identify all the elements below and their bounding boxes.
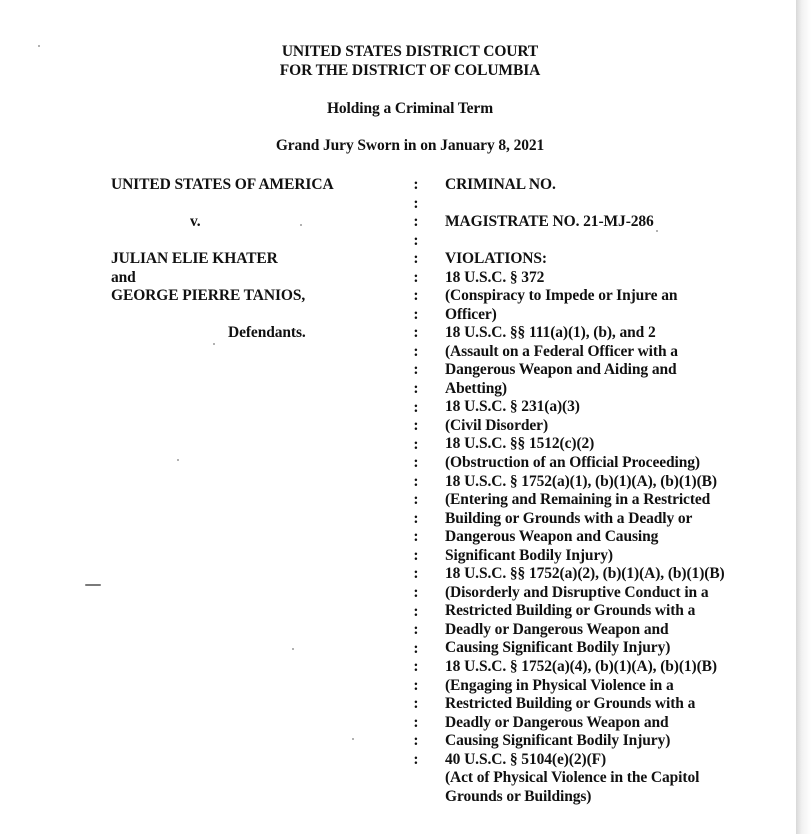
scan-speck [177,459,179,461]
scan-speck [300,224,302,226]
violation-line: Dangerous Weapon and Causing [445,528,659,546]
caption-colon: : [413,287,419,305]
scan-speck [656,230,658,232]
plaintiff-name: UNITED STATES OF AMERICA [111,176,334,193]
violation-line: 18 U.S.C. §§ 1512(c)(2) [445,435,595,453]
versus-label: v. [190,213,201,230]
violation-line: 18 U.S.C. §§ 1752(a)(2), (b)(1)(A), (b)(1)(B) [445,565,725,583]
defendant-name-2: GEORGE PIERRE TANIOS, [111,287,306,304]
court-district-line: FOR THE DISTRICT OF COLUMBIA [279,62,541,79]
violation-line: (Disorderly and Disruptive Conduct in a [445,583,709,601]
defendants-label: Defendants. [228,324,306,341]
caption-colon: : [413,417,419,435]
violation-line: Building or Grounds with a Deadly or [445,509,693,527]
violation-line: (Conspiracy to Impede or Injure an [445,287,678,305]
violation-line: Abetting) [445,379,507,397]
caption-colon: : [413,695,419,713]
caption-colon: : [413,342,419,360]
court-heading [0,42,811,80]
defendant-conjunction: and [111,268,136,286]
violations-heading: VIOLATIONS: [445,250,547,267]
caption-colon: : [413,491,419,509]
caption-colon: : [413,231,419,249]
violation-line: Dangerous Weapon and Aiding and [445,361,677,379]
defendant-name-1: JULIAN ELIE KHATER [111,250,278,267]
violation-line: Deadly or Dangerous Weapon and [445,713,669,731]
caption-colon-column [410,176,422,770]
caption-colon: : [413,380,419,398]
caption-colon: : [413,305,419,323]
violations-block [445,250,725,806]
caption-colon: : [413,268,419,286]
scan-speck [213,343,215,345]
violation-line: 18 U.S.C. § 231(a)(3) [445,398,580,416]
caption-colon: : [413,658,419,676]
scan-speck [292,648,294,650]
caption-colon: : [413,194,419,212]
scan-speck [352,738,354,740]
court-name-line: UNITED STATES DISTRICT COURT [281,43,539,60]
caption-colon: : [413,750,419,768]
caption-colon: : [413,676,419,694]
violation-line: (Assault on a Federal Officer with a [445,342,678,360]
caption-colon: : [413,250,419,268]
violation-line: Restricted Building or Grounds with a [445,695,696,713]
caption-colon: : [413,621,419,639]
violation-line: 18 U.S.C. § 372 [445,268,545,286]
scan-mark [85,584,101,586]
caption-colon: : [413,713,419,731]
caption-colon: : [413,435,419,453]
caption-colon: : [413,324,419,342]
violation-line: (Obstruction of an Official Proceeding) [445,454,700,472]
violation-line: (Act of Physical Violence in the Capitol [445,769,700,787]
caption-colon: : [413,546,419,564]
magistrate-number: MAGISTRATE NO. 21-MJ-286 [445,213,654,230]
caption-colon: : [413,213,419,231]
violation-line: (Civil Disorder) [445,416,549,434]
violation-line: Causing Significant Bodily Injury) [445,639,671,657]
violation-line: 18 U.S.C. § 1752(a)(1), (b)(1)(A), (b)(1)(B) [445,472,717,490]
caption-colon: : [413,176,419,193]
scan-speck [38,45,40,47]
caption-colon: : [413,472,419,490]
grand-jury-line: Grand Jury Sworn in on January 8, 2021 [275,137,545,154]
violation-line: (Entering and Remaining in a Restricted [445,491,711,509]
caption-colon: : [413,398,419,416]
caption-colon: : [413,584,419,602]
caption-colon: : [413,454,419,472]
caption-colon: : [413,565,419,583]
criminal-number: CRIMINAL NO. [445,176,556,193]
caption-colon: : [413,639,419,657]
caption-colon: : [413,528,419,546]
caption-colon: : [413,361,419,379]
violation-line: Officer) [445,305,497,323]
caption-colon: : [413,602,419,620]
violation-line: Deadly or Dangerous Weapon and [445,620,669,638]
violation-line: 18 U.S.C. §§ 111(a)(1), (b), and 2 [445,324,656,342]
violation-line: Grounds or Buildings) [445,787,592,805]
violation-line: Significant Bodily Injury) [445,546,613,564]
violation-line: Restricted Building or Grounds with a [445,602,696,620]
violation-line: 18 U.S.C. § 1752(a)(4), (b)(1)(A), (b)(1)(B) [445,658,717,676]
violation-line: Causing Significant Bodily Injury) [445,732,671,750]
caption-colon: : [413,509,419,527]
caption-colon: : [413,732,419,750]
page-edge-shadow [796,0,811,834]
violation-line: 40 U.S.C. § 5104(e)(2)(F) [445,750,607,768]
term-line: Holding a Criminal Term [326,100,494,117]
violation-line: (Engaging in Physical Violence in a [445,676,674,694]
